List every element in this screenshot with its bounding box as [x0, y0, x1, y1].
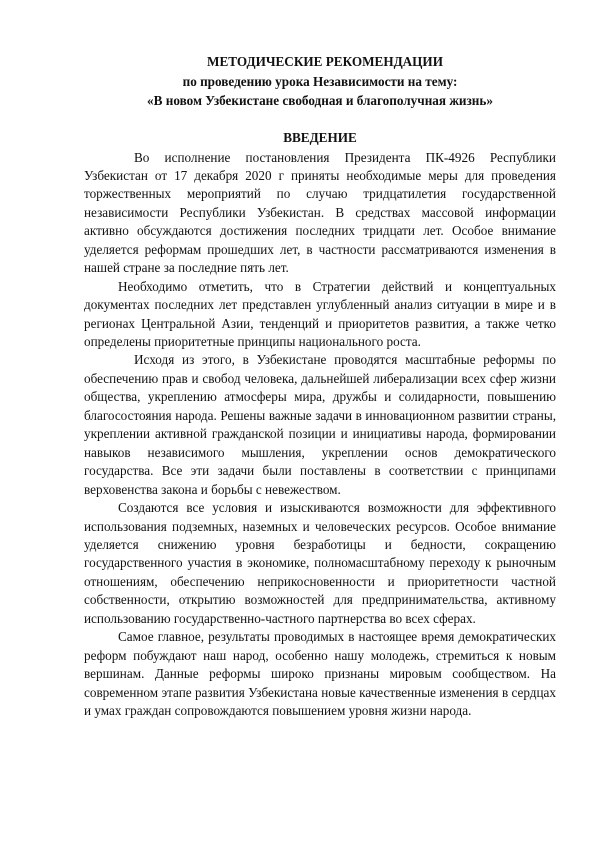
document-title [84, 52, 556, 111]
title-line-2: по проведению урока Независимости на тему: [182, 73, 458, 89]
paragraph: Создаются все условия и изыскиваются возможности для эффективного использования подземных, наземных и человеческих ресурсов. Особое внимание уделяется снижению уровня безработицы и бедности, сокращению государственного участия в экономике, полномасштабному переходу к рыночным отношениям, обеспечению неприкосновенности и приоритетности частной собственности, открытию возможностей для предпринимательства, активному использованию государственно-частного партнерства во всех сферах. [84, 500, 556, 626]
section-heading: ВВЕДЕНИЕ [283, 129, 357, 145]
paragraph: Во исполнение постановления Президента ПК-4926 Республики Узбекистан от 17 декабря 2020 г приняты необходимые меры для проведения торжественных мероприятий по случаю тридцатилетия государственной независимости Республики Узбекистан. В средствах массовой информации активно обсуждаются достижения последних тридцати лет. Особое внимание уделяется реформам прошедших лет, в частности рассматриваются изменения в нашей стране за последние пять лет. [84, 149, 556, 276]
document-body [84, 149, 556, 721]
paragraph: Самое главное, результаты проводимых в настоящее время демократических реформ побуждают наш народ, особенно нашу молодежь, стремиться к новым вершинам. Данные реформы широко признаны мировым сообществом. На современном этапе развития Узбекистана новые качественные изменения в сердцах и умах граждан сопровождаются повышением уровня жизни народа. [84, 629, 556, 719]
title-line-3: «В новом Узбекистане свободная и благополучная жизнь» [147, 93, 493, 108]
title-line-1: МЕТОДИЧЕСКИЕ РЕКОМЕНДАЦИИ [207, 54, 443, 69]
paragraph: Исходя из этого, в Узбекистане проводятся масштабные реформы по обеспечению прав и свобод человека, дальнейшей либерализации всех сфер жизни общества, укреплению атмосферы мира, дружбы и солидарности, повышению благосостояния народа. Решены важные задачи в инновационном развитии страны, укреплении активной гражданской позиции и инициативы народа, формировании навыков независимого мышления, укреплении основ демократического государства. Все эти задачи были поставлены в соответствии с принципами верховенства закона и борьбы с невежеством. [84, 352, 556, 497]
paragraph: Необходимо отметить, что в Стратегии действий и концептуальных документах последних лет представлен углубленный анализ ситуации в мире и в регионах Центральной Азии, тенденций и приоритетов развития, а также четко определены приоритетные принципы национального роста. [84, 278, 556, 350]
